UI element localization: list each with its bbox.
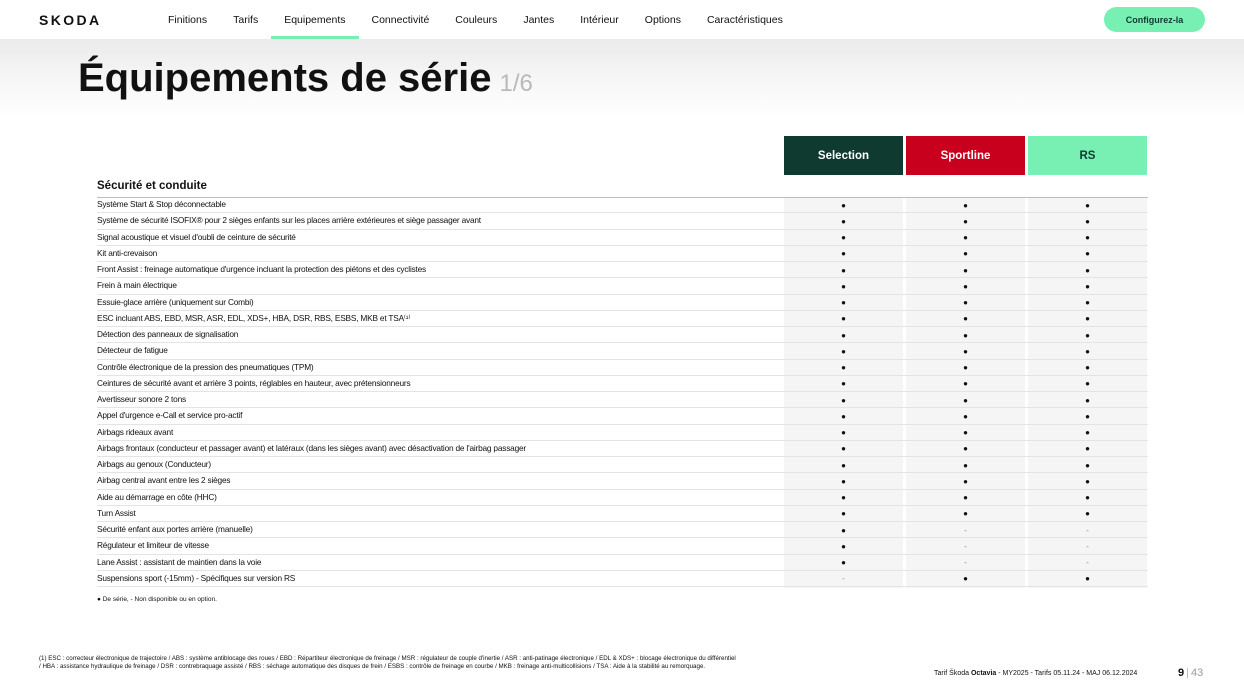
cell-selection: ●: [841, 525, 846, 535]
cell-selection: ●: [841, 330, 846, 340]
page-title: [78, 56, 533, 101]
cell-sportline: ●: [963, 233, 968, 242]
cell-sportline: ●: [963, 476, 968, 486]
table-row: [97, 441, 1148, 457]
cell-sportline: ●: [963, 574, 968, 584]
row-label: Ceintures de sécurité avant et arrière 3 points, réglables en hauteur, avec prétensionneurs: [97, 377, 411, 388]
cell-selection: ●: [841, 216, 846, 226]
table-row: [97, 262, 1148, 278]
page-title-text: Équipements de série: [78, 56, 492, 100]
cell-sportline: ●: [963, 265, 968, 275]
cell-selection: -: [842, 574, 845, 584]
cell-rs: ●: [1085, 314, 1090, 324]
table-row: [97, 360, 1148, 376]
page-total: 43: [1190, 667, 1204, 679]
table-row: [97, 246, 1148, 262]
main-nav: [155, 0, 796, 39]
footnote: (1) ESC : correcteur électronique de trajectoire / ABS : système antiblocage des roues / EBD : Répartiteur électronique de freinage / MSR : régulateur de couple d'inertie / ASR : anti-patinage électronique / EDL & XDS+ : blocage électronique du différentiel / HBA : assistance hydraulique de freinage / DSR : contrebraquage assisté / RBS : séchage automatique des disques de frein / ESBS : contrôle de freinage en courbe / MKB : freinage anti-multicollisions / TSA : Aide à la stabilité au remorquage.: [39, 655, 736, 671]
row-label: ESC incluant ABS, EBD, MSR, ASR, EDL, XDS+, HBA, DSR, RBS, ESBS, MKB et TSA⁽¹⁾: [97, 312, 411, 323]
cell-rs: ●: [1085, 346, 1090, 356]
row-label: Turn Assist: [97, 507, 136, 518]
cell-sportline: ●: [963, 314, 968, 324]
nav-interieur[interactable]: Intérieur: [580, 13, 619, 26]
table-row: [97, 376, 1148, 392]
top-navigation-bar: [0, 0, 1244, 39]
row-label: Airbags frontaux (conducteur et passager avant) et latéraux (dans les sièges avant) avec désactivation de l'airbag passager: [97, 442, 526, 453]
cell-sportline: -: [964, 525, 967, 535]
row-label: Airbag central avant entre les 2 sièges: [97, 475, 231, 486]
cell-selection: ●: [841, 281, 846, 291]
cell-sportline: ●: [963, 346, 968, 356]
cell-sportline: ●: [963, 411, 968, 421]
cell-sportline: ●: [963, 395, 968, 405]
cell-selection: ●: [841, 249, 846, 259]
table-row: [97, 213, 1148, 229]
row-label: Sécurité enfant aux portes arrière (manuelle): [97, 524, 253, 534]
row-label: Aide au démarrage en côte (HHC): [97, 491, 217, 502]
table-row: [97, 571, 1148, 587]
cell-selection: ●: [841, 233, 846, 242]
cell-rs: -: [1086, 541, 1089, 551]
row-label: Détecteur de fatigue: [97, 345, 168, 356]
table-row: [97, 230, 1148, 246]
row-label: Appel d'urgence e-Call et service pro-actif: [97, 410, 243, 421]
nav-jantes[interactable]: Jantes: [523, 13, 555, 26]
cell-rs: ●: [1085, 444, 1090, 454]
cell-rs: ●: [1085, 249, 1090, 259]
page-separator: |: [1186, 667, 1189, 679]
row-label: Essuie-glace arrière (uniquement sur Combi): [97, 296, 254, 307]
cell-sportline: ●: [963, 216, 968, 226]
cell-sportline: -: [964, 541, 967, 551]
cell-selection: ●: [841, 265, 846, 275]
table-row: [97, 408, 1148, 424]
cell-selection: ●: [841, 314, 846, 324]
cell-rs: -: [1086, 525, 1089, 535]
cell-selection: ●: [841, 428, 846, 437]
cell-rs: ●: [1085, 379, 1090, 389]
cell-rs: ●: [1085, 200, 1090, 210]
table-row: [97, 392, 1148, 408]
cell-sportline: ●: [963, 509, 968, 519]
row-label: Avertisseur sonore 2 tons: [97, 394, 186, 404]
cell-selection: ●: [841, 493, 846, 502]
nav-tarifs[interactable]: Tarifs: [233, 13, 259, 26]
nav-caracteristiques[interactable]: Caractéristiques: [706, 13, 783, 26]
row-label: Contrôle électronique de la pression des pneumatiques (TPM): [97, 361, 314, 372]
configure-button[interactable]: Configurez-la: [1104, 7, 1205, 32]
cell-rs: ●: [1085, 265, 1090, 275]
row-label: Régulateur et limiteur de vitesse: [97, 540, 209, 551]
table-row: [97, 473, 1148, 489]
cell-rs: ●: [1085, 363, 1090, 372]
cell-selection: ●: [841, 411, 846, 421]
cell-selection: ●: [841, 346, 846, 356]
cell-sportline: ●: [963, 460, 968, 470]
table-row: [97, 490, 1148, 506]
table-row: [97, 327, 1148, 343]
cell-rs: ●: [1085, 395, 1090, 405]
cell-sportline: -: [964, 558, 967, 567]
nav-options[interactable]: Options: [644, 13, 681, 26]
cell-sportline: ●: [963, 493, 968, 502]
table-row: [97, 425, 1148, 441]
cell-sportline: ●: [963, 298, 968, 307]
table-row: [97, 555, 1148, 571]
footer-prefix: Tarif Škoda: [934, 670, 970, 677]
cell-rs: ●: [1085, 428, 1090, 437]
column-header-selection: Selection: [784, 136, 903, 175]
legend: ● De série, - Non disponible ou en option.: [97, 596, 217, 603]
cell-selection: ●: [841, 541, 846, 551]
cell-selection: ●: [841, 395, 846, 405]
column-header-rs: RS: [1028, 136, 1147, 175]
table-row: [97, 343, 1148, 359]
row-label: Détection des panneaux de signalisation: [97, 329, 239, 339]
cell-rs: ●: [1085, 493, 1090, 502]
table-row: [97, 457, 1148, 473]
cell-rs: ●: [1085, 216, 1090, 226]
nav-equipements[interactable]: Equipements: [271, 0, 358, 39]
cell-sportline: ●: [963, 363, 968, 372]
table-row: [97, 295, 1148, 311]
row-label: Signal acoustique et visuel d'oubli de ceinture de sécurité: [97, 231, 296, 242]
table-row: [97, 538, 1148, 554]
table-row: [97, 506, 1148, 522]
row-label: Front Assist : freinage automatique d'urgence incluant la protection des piétons et des cyclistes: [97, 264, 427, 274]
cell-rs: ●: [1085, 476, 1090, 486]
cell-rs: ●: [1085, 574, 1090, 584]
cell-rs: ●: [1085, 233, 1090, 242]
cell-sportline: ●: [963, 428, 968, 437]
page-title-index: 1/6: [499, 70, 533, 97]
row-label: Lane Assist : assistant de maintien dans la voie: [97, 556, 262, 567]
cell-selection: ●: [841, 460, 846, 470]
row-label: Frein à main électrique: [97, 280, 177, 291]
cell-sportline: ●: [963, 200, 968, 210]
cell-selection: ●: [841, 200, 846, 210]
cell-rs: ●: [1085, 509, 1090, 519]
table-row: [97, 522, 1148, 538]
table-row: [97, 311, 1148, 327]
row-label: Système de sécurité ISOFIX® pour 2 sièges enfants sur les places arrière extérieures et siège passager avant: [97, 215, 481, 226]
table-row: [97, 197, 1148, 213]
page-number: [1178, 667, 1203, 679]
row-label: Airbags rideaux avant: [97, 426, 174, 437]
footer-model: Octavia: [970, 670, 997, 677]
cell-selection: ●: [841, 379, 846, 389]
skoda-logo[interactable]: SKODA: [39, 12, 102, 28]
table-row: [97, 278, 1148, 294]
column-header-sportline: Sportline: [906, 136, 1025, 175]
cell-rs: ●: [1085, 298, 1090, 307]
cell-selection: ●: [841, 509, 846, 519]
cell-rs: ●: [1085, 411, 1090, 421]
cell-sportline: ●: [963, 249, 968, 259]
footer-info: [934, 670, 1137, 677]
footer-suffix: - MY2025 - Tarifs 05.11.24 - MAJ 06.12.2024: [998, 670, 1138, 677]
cell-sportline: ●: [963, 444, 968, 454]
cell-sportline: ●: [963, 379, 968, 389]
cell-rs: -: [1086, 558, 1089, 567]
row-label: Airbags au genoux (Conducteur): [97, 459, 211, 469]
cell-sportline: ●: [963, 281, 968, 291]
cell-rs: ●: [1085, 460, 1090, 470]
cell-rs: ●: [1085, 281, 1090, 291]
cell-rs: ●: [1085, 330, 1090, 340]
nav-connectivite[interactable]: Connectivité: [371, 13, 430, 26]
equipment-table: [97, 197, 1148, 587]
nav-couleurs[interactable]: Couleurs: [455, 13, 498, 26]
row-label: Système Start & Stop déconnectable: [97, 199, 226, 209]
cell-sportline: ●: [963, 330, 968, 340]
page-current: 9: [1178, 667, 1185, 679]
cell-selection: ●: [841, 298, 846, 307]
nav-finitions[interactable]: Finitions: [168, 13, 208, 26]
row-label: Suspensions sport (-15mm) - Spécifiques sur version RS: [97, 572, 296, 583]
section-title: Sécurité et conduite: [97, 180, 207, 192]
row-label: Kit anti-crevaison: [97, 247, 158, 258]
cell-selection: ●: [841, 476, 846, 486]
cell-selection: ●: [841, 558, 846, 567]
cell-selection: ●: [841, 363, 846, 372]
cell-selection: ●: [841, 444, 846, 454]
